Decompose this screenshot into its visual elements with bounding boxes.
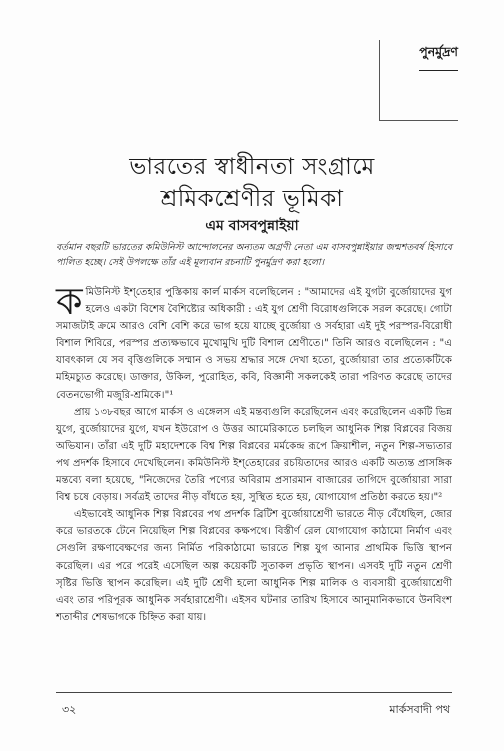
- paragraph-1: [56, 279, 452, 404]
- footer-divider: [56, 692, 452, 693]
- intro-note: বর্তমান বছরটি ভারতের কমিউনিস্ট আন্দোলনের অন্যতম অগ্রণী নেতা এম বাসবপুন্নাইয়ার জন্মশতবর্ষ হিসাবে পালিত হচ্ছে। সেই উপলক্ষে তাঁর এই মূল্যবান রচনাটি পুনর্মুদ্রণ করা হলো।: [56, 242, 452, 268]
- paragraph-1-text: মিউনিস্ট ইশ্‌তেহার পুস্তিকায় কার্ল মার্কস বলেছিলেন : "আমাদের এই যুগটা বুর্জোয়াদের যুগ হলেও একটা বিশেষ বৈশিষ্ট্যের অধিকারী : এই যুগ শ্রেণী বিরোধগুলিকে সরল করেছে। গোটা সমাজটাই ক্রমে আরও বেশি বেশি করে ভাগ হয়ে যাচ্ছে বুর্জোয়া ও সর্বহারা এই দুই পরস্পর-বিরোধী বিশাল শিবিরে, পরস্পর প্রত্যক্ষভাবে মুখোমুখি দুটি বিশাল শ্রেণীতে।" তিনি আরও বলেছিলেন : "এ যাবৎকাল যে সব বৃত্তিগুলিকে সম্মান ও সভয় শ্রদ্ধার সঙ্গে দেখা হতো, বুর্জোয়ারা তার প্রত্যেকটিকে মহিমচ্যুত করেছে। ডাক্তার, উকিল, পুরোহিত, কবি, বিজ্ঞানী সকলকেই তারা পরিণত করেছে তাদের বেতনভোগী মজুরি-শ্রমিকে।"¹: [56, 287, 452, 401]
- article-body: [56, 279, 452, 626]
- drop-cap: ক: [56, 279, 83, 323]
- section-tag: পুনর্মুদ্রণ: [419, 44, 458, 71]
- paragraph-3: এইভাবেই আধুনিক শিল্প বিপ্লবের পথ প্রদর্শক ব্রিটিশ বুর্জোয়াশ্রেণী ভারতে নীড় বেঁধেছিল, জোর করে ভারতকে টেনে নিয়েছিল শিল্প বিপ্লবের কক্ষপথে। বিস্তীর্ণ রেল যোগাযোগ কাঠামো নির্মাণ এবং সেগুলি রক্ষণাবেক্ষণের জন্য নির্মিত পরিকাঠামো ভারতে শিল্প যুগ আনার প্রাথমিক ভিত্তি স্থাপন করেছিল। এর পরে পরেই এসেছিল অল্প কয়েকটি সুতাকল প্রভৃতি স্থাপন। এসবই দুটি নতুন শ্রেণী সৃষ্টির ভিত্তি স্থাপন করেছিল। এই দুটি শ্রেণী হলো আধুনিক শিল্প মালিক ও ব্যবসায়ী বুর্জোয়াশ্রেণী এবং তার পরিপূরক আধুনিক সর্বহারাশ্রেণী। এইসব ঘটনার তারিখ হিসাবে আনুমানিকভাবে উনবিংশ শতাব্দীর শেষভাগকে চিহ্নিত করা যায়।: [56, 509, 452, 623]
- article-title-line-1: ভারতের স্বাধীনতা সংগ্রামে: [129, 154, 375, 180]
- author-name: এম বাসবপুন্নাইয়া: [205, 218, 299, 234]
- article-title-line-2: শ্রমিকশ্রেণীর ভূমিকা: [160, 186, 344, 212]
- journal-name: মার্কসবাদী পথ: [389, 703, 450, 716]
- paragraph-2: প্রায় ১৩৮বছর আগে মার্কস ও এঙ্গেলস এই মন্তব্যগুলি করেছিলেন এবং করেছিলেন একটি ভিন্ন যুগে, বুর্জোয়াদের যুগে, যখন ইউরোপ ও উত্তর আমেরিকাতে চলছিল আধুনিক শিল্প বিপ্লবের বিজয় অভিযান। তাঁরা এই দুটি মহাদেশকে বিশ্ব শিল্প বিপ্লবের মর্মকেন্দ্র রূপে ক্রিয়াশীল, নতুন শিল্প-সভ্যতার পথ প্রদর্শক হিসাবে দেখেছিলেন। কমিউনিস্ট ইশ্‌তেহারের রচয়িতাদের আরও একটি অত্যন্ত প্রাসঙ্গিক মন্তব্যে বলা হয়েছে, "নিজেদের তৈরি পণ্যের অবিরাম প্রসারমান বাজারের তাগিদে বুর্জোয়ারা সারা বিশ্ব চষে বেড়ায়। সর্বত্রই তাদের নীড় বাঁধতে হয়, সুস্থিত হতে হয়, যোগাযোগ প্রতিষ্ঠা করতে হয়।"²: [56, 406, 452, 504]
- page-number: ৩২: [62, 703, 77, 716]
